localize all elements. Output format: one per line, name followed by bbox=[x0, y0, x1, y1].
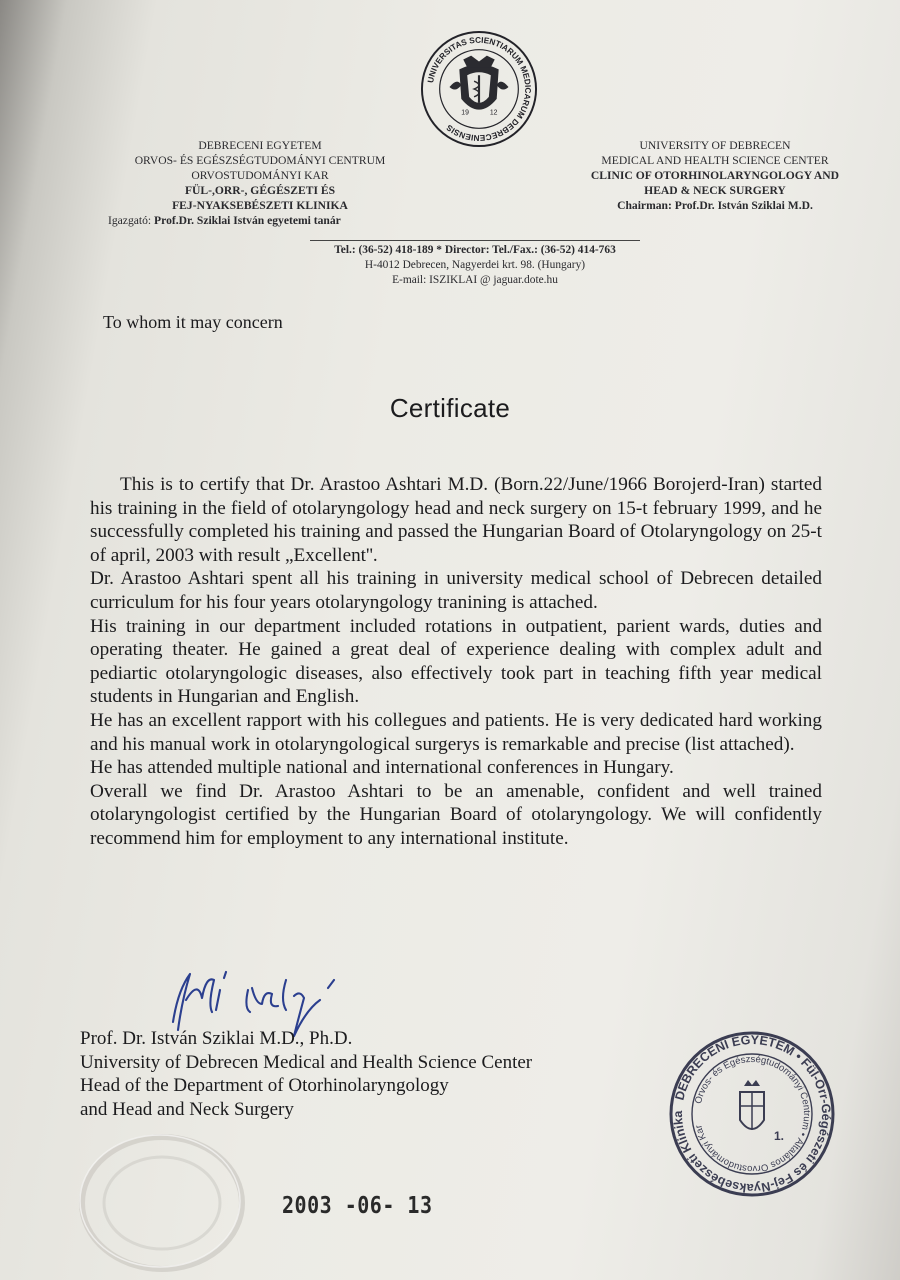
contact-info bbox=[310, 240, 640, 288]
seal-ring-text: UNIVERSITAS SCIENTIARUM MEDICARUM DEBRECENIENSIS bbox=[426, 35, 533, 143]
signatory-block bbox=[80, 1027, 532, 1121]
stamp-outer-text: DEBRECENI EGYETEM • Fül-Orr-Gégészeti és Fej-Nyaksebészeti Klinika bbox=[670, 1032, 834, 1196]
contact-phone: Tel.: (36-52) 418-189 * Director: Tel./Fax.: (36-52) 414-763 bbox=[334, 244, 616, 256]
header-hungarian bbox=[80, 138, 440, 228]
signatory-name: Prof. Dr. István Sziklai M.D., Ph.D. bbox=[80, 1028, 353, 1049]
contact-email: E-mail: ISZIKLAI @ jaguar.dote.hu bbox=[392, 274, 558, 286]
header-left-line2: ORVOS- ÉS EGÉSZSÉGTUDOMÁNYI CENTRUM bbox=[134, 154, 386, 167]
header-english bbox=[555, 138, 875, 213]
header-left-line1: DEBRECENI EGYETEM bbox=[198, 139, 322, 152]
stamp-number: 1. bbox=[774, 1129, 785, 1143]
director-label: Igazgató: bbox=[108, 214, 152, 227]
paragraph: This is to certify that Dr. Arastoo Ashtari M.D. (Born.22/June/1966 Borojerd-Iran) started his training in the field of otolaryngology head and neck surgery on 15-t february 1999, and he successfully completed his training and passed the Hungarian Board of Otolaryngology on 25-t of april, 2003 with result „Excellent''. bbox=[90, 474, 822, 566]
greeting: To whom it may concern bbox=[103, 312, 283, 332]
signatory-institution: University of Debrecen Medical and Health Science Center bbox=[80, 1051, 533, 1073]
signatory-department: and Head and Neck Surgery bbox=[80, 1098, 294, 1120]
contact-address: H-4012 Debrecen, Nagyerdei krt. 98. (Hungary) bbox=[364, 259, 586, 271]
header-right-line4: HEAD & NECK SURGERY bbox=[644, 184, 786, 197]
header-left-director bbox=[80, 213, 440, 228]
header-right-line1: UNIVERSITY OF DEBRECEN bbox=[639, 139, 791, 152]
paragraph: Overall we find Dr. Arastoo Ashtari to be an amenable, confident and well trained otolaryngologist certified by the Hungarian Board of otolaryngology. We will confidently recommend him for employment to any international institute. bbox=[90, 780, 822, 849]
paragraph: He has an excellent rapport with his collegues and patients. He is very dedicated hard working and his manual work in otolaryngological surgerys is remarkable and precise (list attached). bbox=[90, 709, 822, 755]
header-left-line3: ORVOSTUDOMÁNYI KAR bbox=[191, 169, 329, 182]
document-title: Certificate bbox=[389, 393, 511, 423]
clinic-round-stamp bbox=[668, 1030, 836, 1198]
seal-year-left: 19 bbox=[461, 109, 469, 117]
date-stamp: 2003 -06- 13 bbox=[282, 1191, 433, 1219]
paragraph: Dr. Arastoo Ashtari spent all his training in university medical school of Debrecen detailed curriculum for his four years otolaryngology tranining is attached. bbox=[90, 568, 822, 613]
header-left-line5: FEJ-NYAKSEBÉSZETI KLINIKA bbox=[172, 199, 348, 212]
stamp-inner-text: Orvos- és Egészségtudományi Centrum • Általános Orvostudományi Kar bbox=[693, 1053, 813, 1175]
header-right-line2: MEDICAL AND HEALTH SCIENCE CENTER bbox=[601, 154, 829, 167]
header-right-chairman: Chairman: Prof.Dr. István Sziklai M.D. bbox=[617, 199, 813, 212]
signatory-position: Head of the Department of Otorhinolaryngology bbox=[80, 1075, 449, 1096]
paragraph: He has attended multiple national and international conferences in Hungary. bbox=[90, 757, 674, 779]
header-right-line3: CLINIC OF OTORHINOLARYNGOLOGY AND bbox=[590, 169, 840, 182]
seal-year-right: 12 bbox=[489, 109, 498, 117]
embossed-stamp bbox=[72, 1125, 252, 1275]
university-seal bbox=[420, 30, 538, 148]
certificate-body bbox=[90, 473, 822, 851]
paragraph: His training in our department included rotations in outpatient, parient wards, duties and operating theater. He gained a great deal of experience dealing with complex adult and pediartic otolaryngologic diseases, also effectively took part in teaching fifth year medical students in Hungarian and English. bbox=[90, 615, 822, 708]
header-left-line4: FÜL-,ORR-, GÉGÉSZETI ÉS bbox=[184, 184, 336, 197]
director-name: Prof.Dr. Sziklai István egyetemi tanár bbox=[154, 214, 341, 227]
